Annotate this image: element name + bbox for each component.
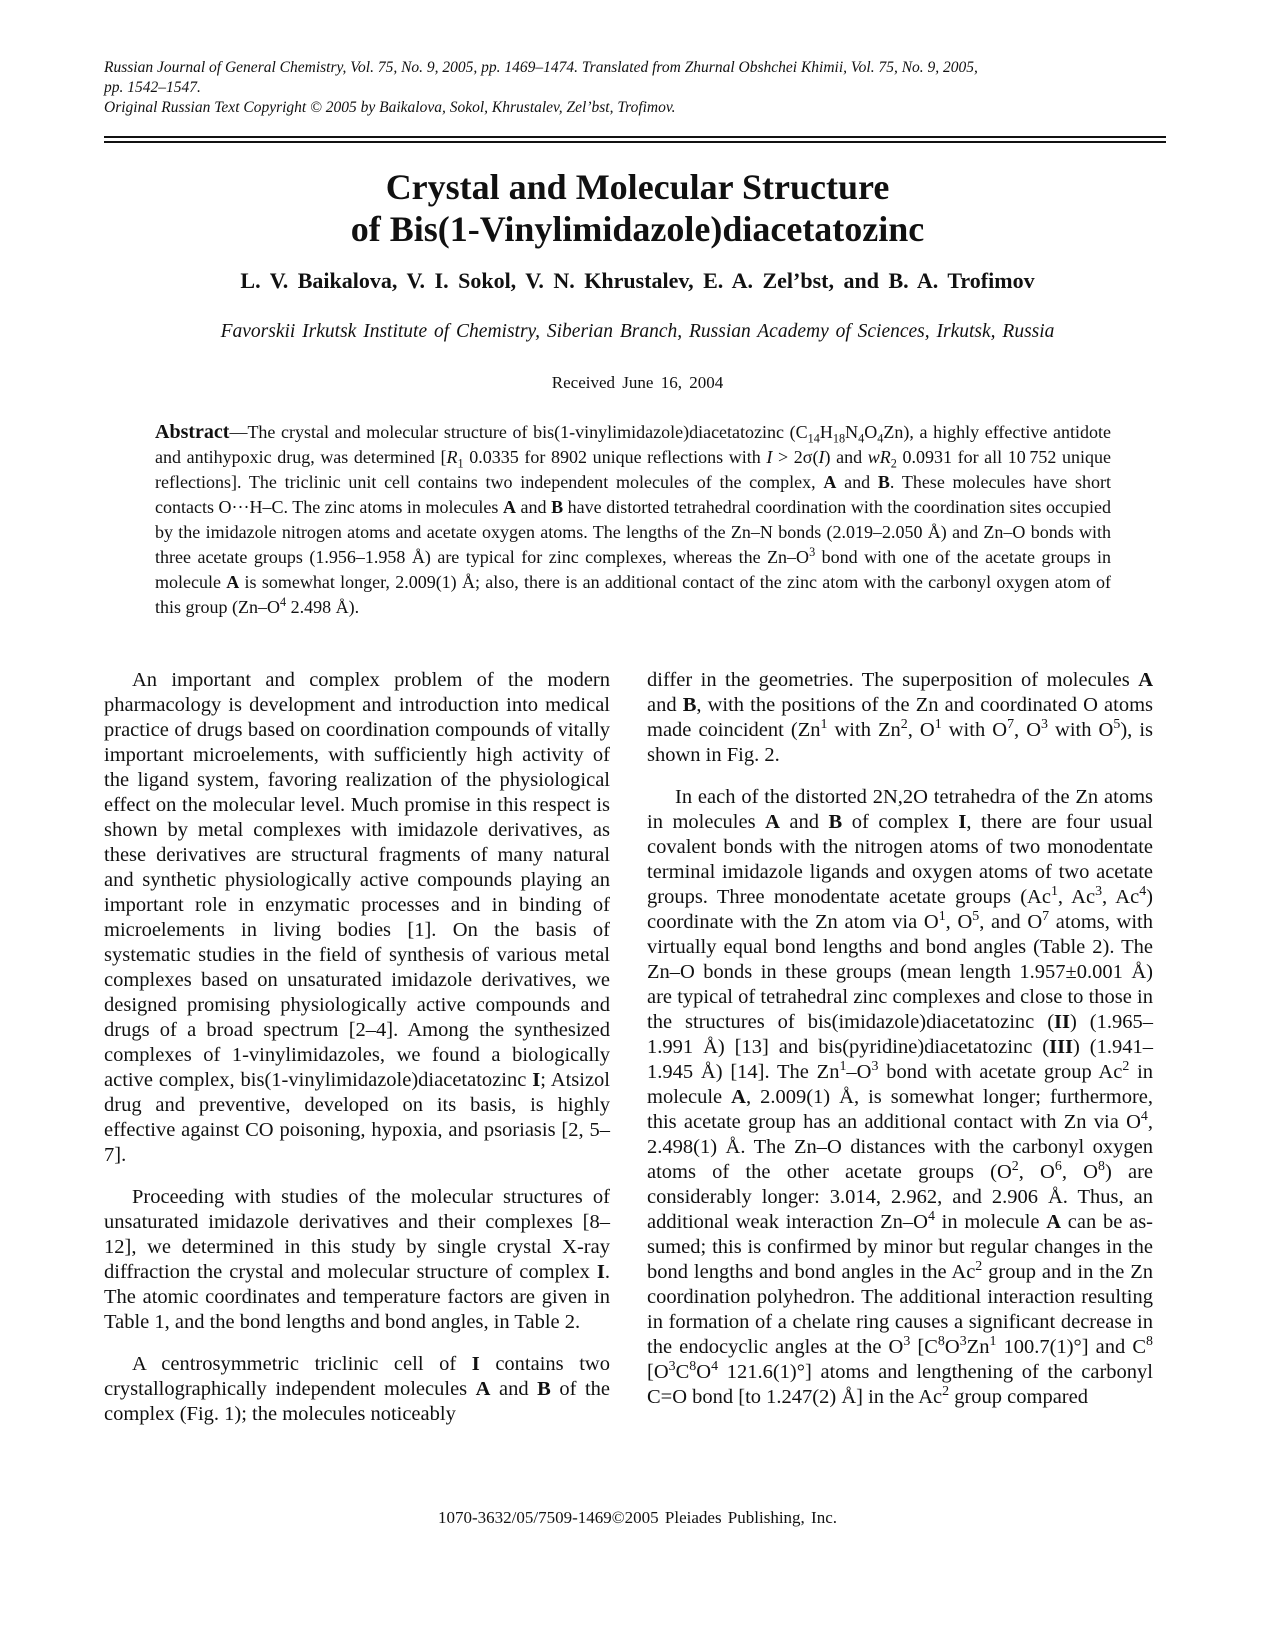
affiliation: Favorskii Irkutsk Institute of Chemistry, Siberian Branch, Russian Academy of Sciences, Irkutsk, Russia <box>220 321 1055 342</box>
title-line-1: Crystal and Molecular Structure <box>385 167 890 207</box>
paragraph: Proceeding with studies of the molecular structures of unsaturated imidazole derivatives and their complexes [8–12], we determined in this study by single crystal X-ray diffraction the crystal and molecular structure of complex I. The atomic coordinates and temperature factors are given in Table 1, and the bond lengths and bond angles, in Table 2. <box>104 1186 610 1333</box>
body-column-right <box>647 668 1153 1427</box>
paragraph: differ in the geometries. The superposition of molecules A and B, with the positions of the Zn and coordinated O atoms made coincident (Zn$^1$ with Zn$^2$, $O^1$ with $O^7$, $O^3$ with $O^5$), is shown in Fig. 2. <box>647 669 1153 766</box>
header-rule <box>104 136 1166 143</box>
article-title <box>0 166 1275 250</box>
abstract: Abstract—The crystal and molecular structure of bis(1-vinylimidazole)diacetatozinc $(C_{14}H_{18}N_4O_4Zn)$, a highly effective antidote and antihypoxic drug, was determined [$R_1$ 0.0335 for 8902 unique reflections with I > 2σ(I) and $wR_2$ 0.0931 for all 10 752 unique reflections]. The triclinic unit cell contains two independent molecules of the complex, A and B. These molecules have short contacts O···H–C. The zinc atoms in molecules A and B have distorted tetrahedral coordination with the coordination sites occupied by the imidazole nitrogen atoms and acetate oxygen atoms. The lengths of the Zn–N bonds (2.019–2.050 Å) and Zn–O bonds with three acetate groups (1.956–1.958 Å) are typical for zinc complexes, whereas the $Zn-O^3$ bond with one of the acetate groups in molecule A is somewhat longer, 2.009(1) Å; also, there is an additional contact of the zinc atom with the carbonyl oxygen atom of this group ($Zn-O^4$ 2.498 Å). <box>155 421 1111 617</box>
paragraph: An important and complex problem of the modern pharmacology is development and introduction into medical practice of drugs based on coordination compounds of vitally important microelements, with sufficiently high activity of the ligand system, favoring realization of the physiological effect on the molecular level. Much promise in this respect is shown by metal complexes with imidazole derivatives, as these derivatives are structural fragments of many natural and synthetic physiologically active compounds playing an important role in enzymatic processes and in binding of microelements in living bodies [1]. On the basis of systematic studies in the field of synthesis of various metal complexes based on unsaturated imidazole derivatives, we designed promising physiologically active compounds and drugs of a broad spectrum [2–4]. Among the synthesized complexes of 1-vinylimidazoles, we found a biologically active complex, bis(1-vinylimidazole)diacetatozinc I; Atsizol drug and preventive, developed on its basis, is highly effective against CO poisoning, hypoxia, and psoriasis [2, 5–7]. <box>104 669 610 1166</box>
author-list: L. V. Baikalova, V. I. Sokol, V. N. Khrustalev, E. A. Zel’bst, and B. A. Trofimov <box>240 268 1035 293</box>
received-date: Received June 16, 2004 <box>551 373 724 392</box>
paragraph: A centrosymmetric triclinic cell of I contains two crystallographically independent molecules A and B of the complex (Fig. 1); the molecules noticeably <box>104 1353 610 1425</box>
citation-line-2: pp. 1542–1547. <box>104 79 201 96</box>
body-column-left <box>104 668 610 1444</box>
abstract-dash: — <box>229 422 248 442</box>
paragraph: In each of the distorted 2N,2O tetrahedra of the Zn atoms in molecules A and B of complex I, there are four usual covalent bonds with the nitrogen atoms of two monodentate terminal imidazole ligands and oxygen atoms of two acetate groups. Three monodentate acetate groups (Ac$^1$, Ac$^3$, Ac$^4$) coordinate with the Zn atom via $O^1$, $O^5$, and $O^7$ atoms, with virtually equal bond lengths and bond angles (Table 2). The Zn–O bonds in these groups (mean length 1.957±0.001 Å) are typical of tetrahedral zinc complexes and close to those in the structures of bis(imidazole)diacetatozinc (II) (1.965–1.991 Å) [13] and bis(pyridine)diacetatozinc (III) (1.941–1.945 Å) [14]. The $Zn^1-O^3$ bond with acetate group Ac$^2$ in molecule A, 2.009(1) Å, is somewhat longer; furthermore, this acetate group has an additional contact with Zn via $O^4$, 2.498(1) Å. The Zn–O distances with the carbonyl oxygen atoms of the other acetate groups ($O^2$, $O^6$, $O^8$) are considerably longer: 3.014, 2.962, and 2.906 Å. Thus, an additional weak interaction $Zn-O^4$ in molecule A can be assumed; this is confirmed by minor but regular changes in the bond lengths and bond angles in the Ac$^2$ group and in the Zn coordination polyhedron. The additional interaction resulting in formation of a chelate ring causes a significant decrease in the endocyclic angles at the $O^3$ [$C^8O^3Zn^1$ 100.7(1)°] and $C^8$ [$O^3C^8O^4$ 121.6(1)°] atoms and lengthening of the carbonyl C=O bond [to 1.247(2) Å] in the Ac$^2$ group compared <box>647 786 1154 1408</box>
journal-header <box>104 58 1166 118</box>
abstract-label: Abstract <box>155 421 230 443</box>
publisher-footer: 1070-3632/05/7509-1469©2005 Pleiades Publishing, Inc. <box>437 1508 838 1527</box>
copyright-line: Original Russian Text Copyright © 2005 by Baikalova, Sokol, Khrustalev, Zel’bst, Trofimov. <box>104 99 676 116</box>
citation-line-1: Russian Journal of General Chemistry, Vol. 75, No. 9, 2005, pp. 1469–1474. Translated from Zhurnal Obshchei Khimii, Vol. 75, No. 9, 2005, <box>104 59 978 76</box>
title-line-2: of Bis(1-Vinylimidazole)diacetatozinc <box>350 209 925 249</box>
